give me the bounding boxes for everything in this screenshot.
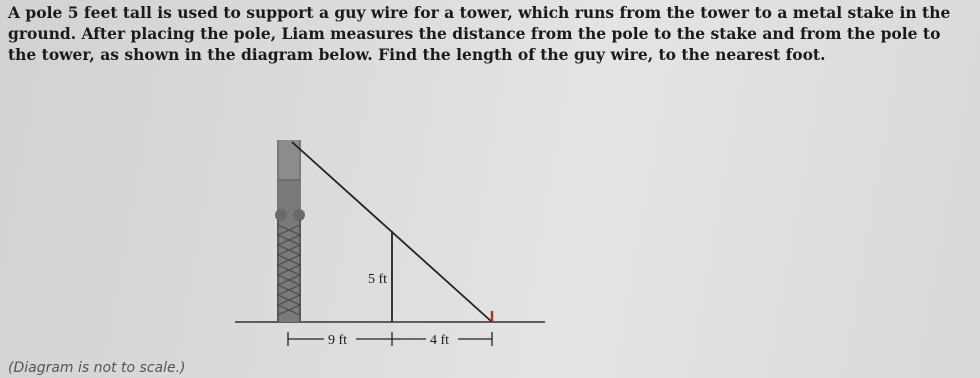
diagram-caption: (Diagram is not to scale.) [8,360,186,376]
pole-height-label: 5 ft [368,272,388,287]
tower-icon [275,140,305,322]
tower-to-pole-label: 9 ft [328,333,348,348]
problem-text: A pole 5 feet tall is used to support a guy wire for a tower, which runs from the tower to a metal stake in the ground. After placing the pole, Liam measures the distance from the pole to the stake and from the pole to the tower, as shown in the diagram below. Find the length of the guy wire, to the nearest foot. [8,3,951,64]
pole-to-stake-label: 4 ft [430,333,450,348]
